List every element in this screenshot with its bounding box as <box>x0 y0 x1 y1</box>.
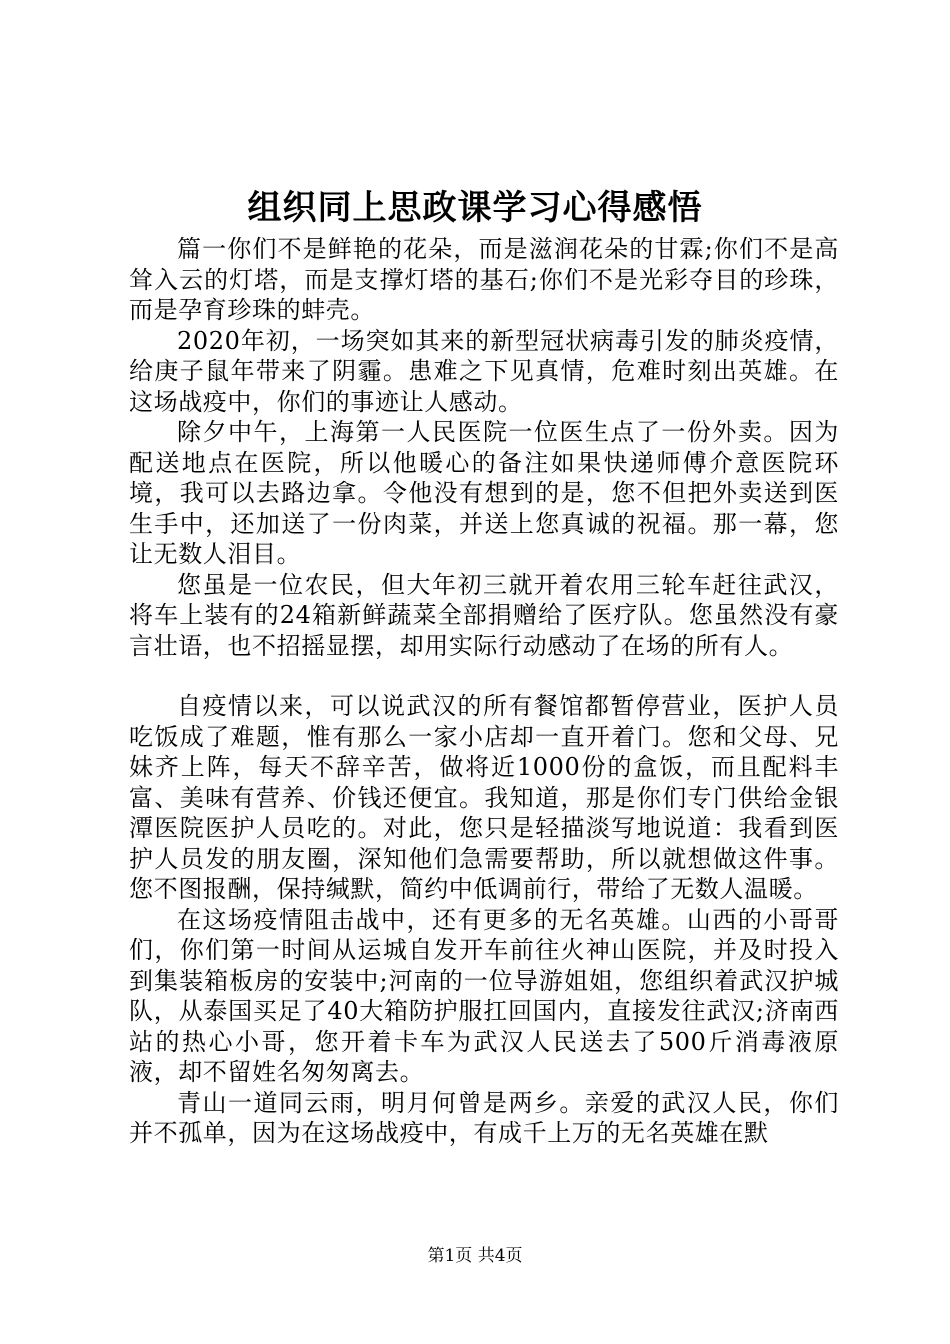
paragraph: 在这场疫情阻击战中，还有更多的无名英雄。山西的小哥哥们，你们第一时间从运城自发开车前往火神山医院，并及时投入到集装箱板房的安装中;河南的一位导游姐姐，您组织着武汉护城队，从泰国买足了40大箱防护服扛回国内，直接发往武汉;济南西站的热心小哥，您开着卡车为武汉人民送去了500斤消毒液原液，却不留姓名匆匆离去。 <box>129 905 839 1086</box>
document-body <box>129 234 839 1149</box>
paragraph: 您虽是一位农民，但大年初三就开着农用三轮车赶往武汉，将车上装有的24箱新鲜蔬菜全部捐赠给了医疗队。您虽然没有豪言壮语，也不招摇显摆，却用实际行动感动了在场的所有人。 <box>129 570 839 660</box>
document-title: 组织同上思政课学习心得感悟 <box>247 188 703 228</box>
paragraph: 2020年初，一场突如其来的新型冠状病毒引发的肺炎疫情，给庚子鼠年带来了阴霾。患难之下见真情，危难时刻出英雄。在这场战疫中，你们的事迹让人感动。 <box>129 326 839 416</box>
paragraph: 青山一道同云雨，明月何曾是两乡。亲爱的武汉人民，你们并不孤单，因为在这场战疫中，有成千上万的无名英雄在默 <box>129 1088 839 1147</box>
page-footer: 第1页 共4页 <box>427 1246 523 1266</box>
paragraph: 除夕中午，上海第一人民医院一位医生点了一份外卖。因为配送地点在医院，所以他暖心的备注如果快递师傅介意医院环境，我可以去路边拿。令他没有想到的是，您不但把外卖送到医生手中，还加送了一份肉菜，并送上您真诚的祝福。那一幕，您让无数人泪目。 <box>129 418 839 568</box>
paragraph: 篇一你们不是鲜艳的花朵，而是滋润花朵的甘霖;你们不是高耸入云的灯塔，而是支撑灯塔的基石;你们不是光彩夺目的珍珠，而是孕育珍珠的蚌壳。 <box>129 235 839 324</box>
paragraph: 自疫情以来，可以说武汉的所有餐馆都暂停营业，医护人员吃饭成了难题，惟有那么一家小店却一直开着门。您和父母、兄妹齐上阵，每天不辞辛苦，做将近1000份的盒饭，而且配料丰富、美味有营养、价钱还便宜。我知道，那是你们专门供给金银潭医院医护人员吃的。对此，您只是轻描淡写地说道：我看到医护人员发的朋友圈，深知他们急需要帮助，所以就想做这件事。您不图报酬，保持缄默，简约中低调前行，带给了无数人温暖。 <box>129 692 839 903</box>
